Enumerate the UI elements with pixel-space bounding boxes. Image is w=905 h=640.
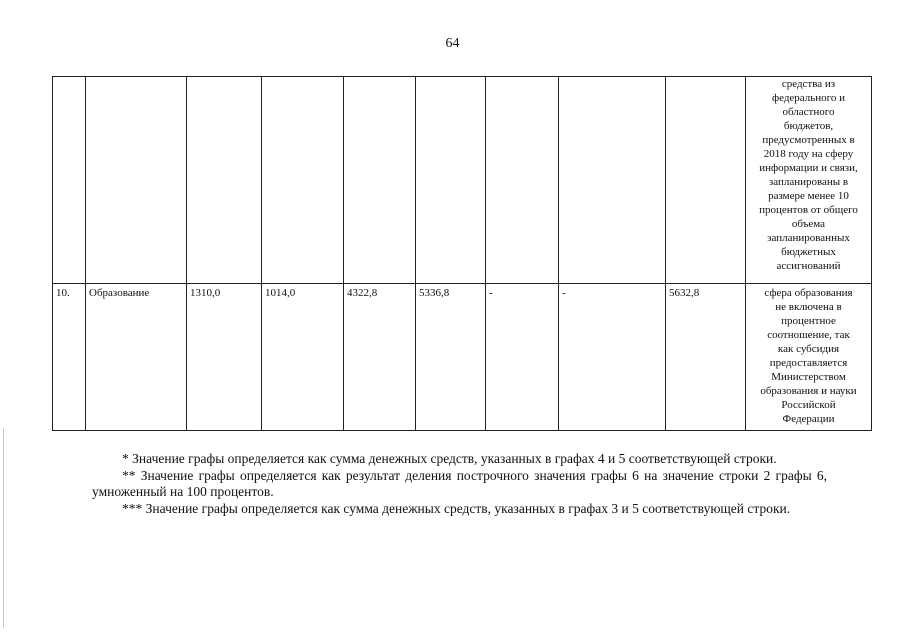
note-line: предоставляется: [769, 357, 848, 369]
cell-value: [416, 77, 486, 284]
note-line: объема: [791, 218, 826, 230]
note-line: процентное: [781, 315, 836, 327]
table-row: [53, 284, 872, 431]
footnote-mark: *: [122, 451, 129, 466]
note-line: как субсидия: [777, 343, 840, 355]
note-line: соотношение, так: [767, 329, 850, 341]
cell-value: [344, 77, 416, 284]
cell-sphere: Образование: [86, 284, 187, 431]
footnote-mark: ***: [122, 500, 143, 516]
note-line: средства из: [781, 78, 836, 90]
table-row: [53, 77, 872, 284]
cell-value: 4322,8: [344, 284, 416, 431]
note-line: 2018 году на сферу: [763, 148, 854, 160]
footnote-text: Значение графы определяется как сумма денежных средств, указанных в графах 3 и 5 соответствующей строки.: [145, 500, 791, 516]
note-line: областного: [782, 106, 835, 118]
cell-value: [486, 77, 559, 284]
note-line: предусмотренных в: [762, 134, 855, 146]
scan-edge-line: [3, 428, 4, 628]
footnote: [92, 501, 827, 518]
cell-value: 1014,0: [262, 284, 344, 431]
note-line: бюджетов,: [783, 120, 834, 132]
page-number: 64: [445, 36, 460, 51]
note-line: Министерством: [771, 371, 846, 383]
note-line: информации и связи,: [759, 162, 858, 174]
note-line: сфера образования: [764, 287, 853, 299]
cell-sphere: [86, 77, 187, 284]
note-line: бюджетных: [781, 246, 836, 258]
note-line: запланированных: [767, 232, 850, 244]
footnote-text: Значение графы определяется как сумма денежных средств, указанных в графах 4 и 5 соответствующей строки.: [132, 451, 777, 466]
note-line: не включена в: [775, 301, 842, 313]
note-line: ассигнований: [776, 260, 841, 272]
note-line: образования и науки: [760, 385, 857, 397]
note-line: федерального и: [771, 92, 846, 104]
cell-value: -: [559, 284, 666, 431]
footnote: [92, 451, 827, 468]
note-line: Федерации: [782, 413, 835, 425]
footnotes: [92, 451, 827, 517]
cell-value: 1310,0: [187, 284, 262, 431]
cell-value: 5336,8: [416, 284, 486, 431]
note-line: размере менее 10: [768, 190, 849, 202]
note-line: процентов от общего: [759, 204, 858, 216]
cell-value: [666, 77, 746, 284]
cell-number: [53, 77, 86, 284]
cell-number: 10.: [53, 284, 86, 431]
budget-table: [52, 76, 872, 431]
cell-value: [262, 77, 344, 284]
note-line: запланированы в: [768, 176, 849, 188]
cell-value: 5632,8: [666, 284, 746, 431]
cell-value: -: [486, 284, 559, 431]
note-line: Российской: [781, 399, 836, 411]
footnote: [92, 468, 827, 501]
footnote-text: Значение графы определяется как результат деления построчного значения графы 6 на значение строки 2 графы 6, умноженный на 100 процентов.: [92, 467, 828, 499]
cell-note: [746, 77, 872, 284]
footnote-mark: **: [122, 467, 136, 483]
cell-value: [187, 77, 262, 284]
cell-note: [746, 284, 872, 431]
cell-value: [559, 77, 666, 284]
